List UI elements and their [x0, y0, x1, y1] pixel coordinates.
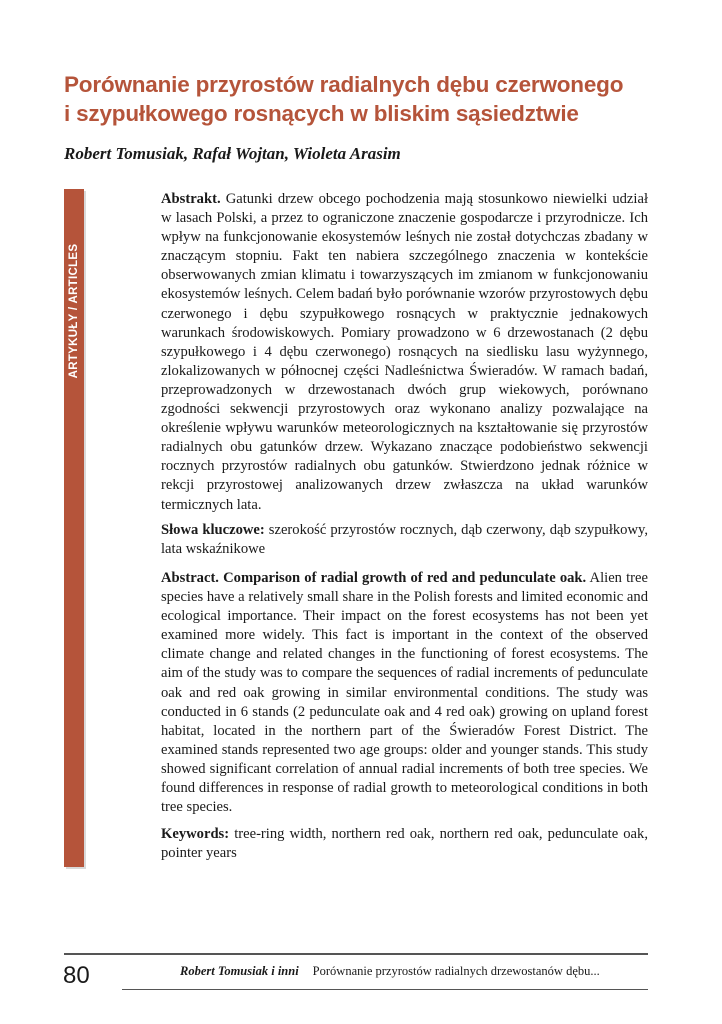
page-number: 80: [63, 962, 90, 989]
running-head: [180, 964, 600, 979]
keywords-english: [161, 825, 648, 863]
abstract-english-text: Alien tree species have a relatively small share in the Polish forests and limited economic and ecological importance. Their impact on the forest ecosystems has not been yet examined more widely. This fact is important in the context of the observed climate change and related changes in the functioning of forest ecosystems. The aim of the study was to compare the sequences of radial increments of pedunculate oak and red oak growing in similar environmental conditions. The study was conducted in 6 stands (2 pedunculate oak and 4 red oak) growing on upland forest habitat, located in the northern part of the Świeradów Forest District. The examined stands represented two age groups: older and younger stands. This study showed significant correlation of annual radial increments of both tree species. We found differences in response of radial growth to meteorological conditions in both tree species.: [161, 570, 648, 816]
running-head-title: Porównanie przyrostów radialnych drzewostanów dębu...: [312, 964, 600, 978]
abstract-english-label: Abstract. Comparison of radial growth of red and pedunculate oak.: [161, 570, 587, 586]
article-title: [64, 70, 664, 128]
abstract-polish: [161, 190, 648, 515]
abstract-english: [161, 569, 648, 817]
footer-divider-bottom: [122, 989, 648, 990]
keywords-english-text: tree-ring width, northern red oak, northern red oak, pedunculate oak, pointer years: [161, 826, 648, 862]
footer-divider-top: [64, 953, 648, 955]
keywords-polish-label: Słowa kluczowe:: [161, 522, 265, 538]
keywords-polish-text: szerokość przyrostów rocznych, dąb czerwony, dąb szypułkowy, lata wskaźnikowe: [161, 522, 649, 558]
abstract-polish-text: Gatunki drzew obcego pochodzenia mają stosunkowo niewielki udział w lasach Polski, a przez to ograniczone znaczenie gospodarcze i przyrodnicze. Ich wpływ na funkcjonowanie ekosystemów leśnych nie został dotychczas zbadany w znaczącym stopniu. Fakt ten nabiera szczególnego znaczenia w kontekście obserwowanych zmian klimatu i towarzyszących im zmianom w funkcjonowaniu ekosystemów leśnych. Celem badań było porównanie wzorów przyrostowych dębu czerwonego i dębu szypułkowego rosnących w praktycznie jednakowych warunkach środowiskowych. Pomiary prowadzono w 6 drzewostanach (2 dębu szypułkowego i 4 dębu czerwonego) rosnących na siedlisku lasu wyżynnego, zlokalizowanych w północnej części Nadleśnictwa Świeradów. W ramach badań, przeprowadzonych w drzewostanach dwóch grup wiekowych, porównano zgodności sekwencji przyrostowych oraz wykonano analizy pozwalające na określenie wpływu warunków meteorologicznych na kształtowanie się przyrostów radialnych obu gatunków drzew. Wykazano znaczące podobieństwo sekwencji rocznych przyrostów radialnych obu gatunków. Stwierdzono jednak różnice w rekcji przyrostowej analizowanych drzew zwłaszcza na układ warunków termicznych lata.: [161, 191, 648, 513]
keywords-english-label: Keywords:: [161, 826, 230, 842]
article-title-line-2: i szypułkowego rosnących w bliskim sąsiedztwie: [64, 101, 579, 126]
article-authors: Robert Tomusiak, Rafał Wojtan, Wioleta Arasim: [64, 144, 401, 163]
abstract-polish-label: Abstrakt.: [161, 191, 221, 207]
section-sidebar-label: ARTYKUŁY / ARTICLES: [68, 243, 80, 379]
article-title-line-1: Porównanie przyrostów radialnych dębu czerwonego: [64, 72, 624, 97]
running-head-authors: Robert Tomusiak i inni: [180, 964, 299, 978]
keywords-polish: [161, 521, 648, 559]
